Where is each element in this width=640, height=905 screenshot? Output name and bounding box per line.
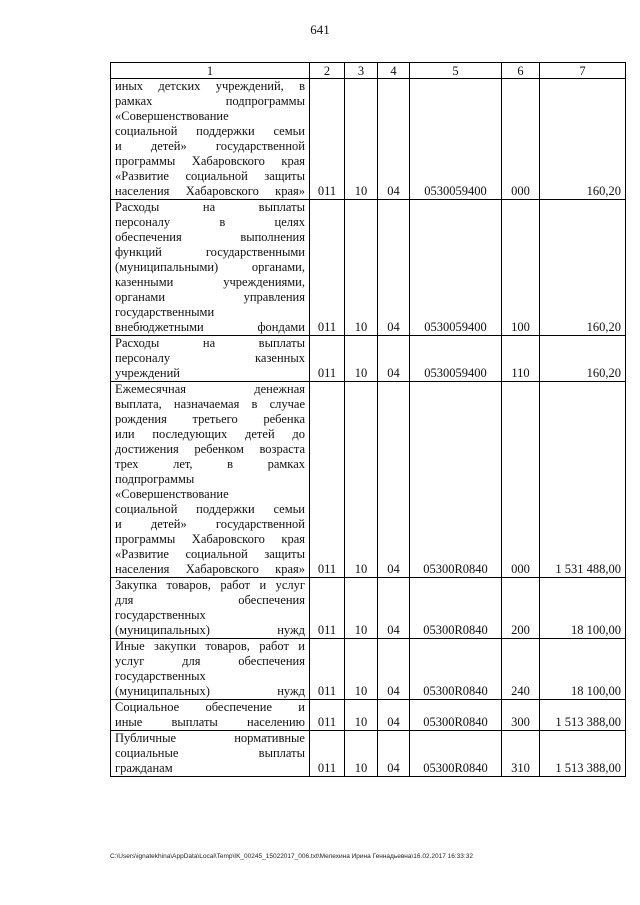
- page-number: 641: [310, 22, 330, 37]
- description-line: (муниципальных) нужд: [115, 684, 305, 698]
- description-line: услуг для обеспечения: [115, 654, 305, 668]
- amount-cell: 160,20: [540, 336, 626, 382]
- description-line: Расходы на выплаты: [115, 336, 305, 350]
- section-cell: 10: [345, 336, 378, 382]
- row-description: [111, 731, 310, 777]
- expense-type-cell: 300: [502, 700, 540, 731]
- description-line: персоналу казенных: [115, 351, 305, 365]
- footer-file-path: C:\Users\ignatekhina\AppData\Local\Temp\IK_00245_15022017_006.txt\Мелехина Ирина Геннадьевна\16.02.2017 16:33:32: [110, 853, 473, 860]
- amount-cell: 1 531 488,00: [540, 382, 626, 578]
- header-cell: 6: [502, 63, 540, 79]
- expense-type-cell: 310: [502, 731, 540, 777]
- code-cell: 011: [310, 639, 345, 700]
- section-cell: 10: [345, 200, 378, 336]
- table-row: [111, 639, 626, 700]
- code-cell: 011: [310, 382, 345, 578]
- row-description: [111, 382, 310, 578]
- code-cell: 011: [310, 336, 345, 382]
- section-cell: 10: [345, 79, 378, 200]
- section-cell: 10: [345, 731, 378, 777]
- budget-table-body: [111, 63, 626, 777]
- table-row: [111, 731, 626, 777]
- description-line: населения Хабаровского края»: [115, 562, 305, 576]
- description-line: Социальное обеспечение и: [115, 700, 305, 714]
- table-header-row: [111, 63, 626, 79]
- code-cell: 011: [310, 200, 345, 336]
- target-article-cell: 0530059400: [410, 200, 502, 336]
- description-line: «Развитие социальной защиты: [115, 169, 305, 183]
- description-line: Закупка товаров, работ и услуг: [115, 578, 305, 592]
- target-article-cell: 05300R0840: [410, 700, 502, 731]
- table-row: [111, 79, 626, 200]
- section-cell: 10: [345, 639, 378, 700]
- description-line: иные выплаты населению: [115, 715, 305, 729]
- code-cell: 011: [310, 731, 345, 777]
- code-cell: 011: [310, 79, 345, 200]
- subsection-cell: 04: [378, 336, 410, 382]
- description-line: казенными учреждениями,: [115, 275, 305, 289]
- subsection-cell: 04: [378, 731, 410, 777]
- header-cell: 4: [378, 63, 410, 79]
- target-article-cell: 0530059400: [410, 79, 502, 200]
- subsection-cell: 04: [378, 578, 410, 639]
- target-article-cell: 05300R0840: [410, 578, 502, 639]
- description-line: (муниципальных) нужд: [115, 623, 305, 637]
- description-line: гражданам: [115, 761, 173, 775]
- row-description: [111, 200, 310, 336]
- table-row: [111, 578, 626, 639]
- description-line: выплата, назначаемая в случае: [115, 397, 305, 411]
- target-article-cell: 05300R0840: [410, 731, 502, 777]
- description-line: программы Хабаровского края: [115, 154, 305, 168]
- target-article-cell: 05300R0840: [410, 639, 502, 700]
- amount-cell: 1 513 388,00: [540, 731, 626, 777]
- description-line: трех лет, в рамках: [115, 457, 305, 471]
- description-line: государственных: [115, 669, 206, 683]
- subsection-cell: 04: [378, 639, 410, 700]
- description-line: рождения третьего ребенка: [115, 412, 305, 426]
- description-line: «Совершенствование: [115, 109, 229, 123]
- description-line: или последующих детей до: [115, 427, 305, 441]
- description-line: и детей» государственной: [115, 517, 305, 531]
- description-line: органами управления: [115, 290, 305, 304]
- row-description: [111, 700, 310, 731]
- description-line: программы Хабаровского края: [115, 532, 305, 546]
- description-line: подпрограммы: [115, 472, 195, 486]
- header-cell: 3: [345, 63, 378, 79]
- table-row: [111, 700, 626, 731]
- amount-cell: 160,20: [540, 79, 626, 200]
- amount-cell: 18 100,00: [540, 639, 626, 700]
- description-line: государственных: [115, 608, 206, 622]
- table-row: [111, 382, 626, 578]
- section-cell: 10: [345, 578, 378, 639]
- section-cell: 10: [345, 382, 378, 578]
- description-line: Публичные нормативные: [115, 731, 305, 745]
- table-row: [111, 336, 626, 382]
- code-cell: 011: [310, 700, 345, 731]
- description-line: Иные закупки товаров, работ и: [115, 639, 305, 653]
- expense-type-cell: 240: [502, 639, 540, 700]
- row-description: [111, 639, 310, 700]
- description-line: достижения ребенком возраста: [115, 442, 305, 456]
- description-line: обеспечения выполнения: [115, 230, 305, 244]
- budget-table: [110, 62, 626, 777]
- amount-cell: 160,20: [540, 200, 626, 336]
- section-cell: 10: [345, 700, 378, 731]
- expense-type-cell: 000: [502, 382, 540, 578]
- description-line: функций государственными: [115, 245, 305, 259]
- description-line: «Совершенствование: [115, 487, 229, 501]
- description-line: иных детских учреждений, в: [115, 79, 305, 93]
- description-line: Расходы на выплаты: [115, 200, 305, 214]
- description-line: государственными: [115, 305, 215, 319]
- subsection-cell: 04: [378, 200, 410, 336]
- description-line: и детей» государственной: [115, 139, 305, 153]
- header-cell: 7: [540, 63, 626, 79]
- description-line: для обеспечения: [115, 593, 305, 607]
- amount-cell: 1 513 388,00: [540, 700, 626, 731]
- expense-type-cell: 200: [502, 578, 540, 639]
- subsection-cell: 04: [378, 700, 410, 731]
- expense-type-cell: 000: [502, 79, 540, 200]
- description-line: населения Хабаровского края»: [115, 184, 305, 198]
- description-line: (муниципальными) органами,: [115, 260, 305, 274]
- header-cell: 1: [111, 63, 310, 79]
- subsection-cell: 04: [378, 382, 410, 578]
- row-description: [111, 336, 310, 382]
- row-description: [111, 578, 310, 639]
- expense-type-cell: 110: [502, 336, 540, 382]
- description-line: персоналу в целях: [115, 215, 305, 229]
- amount-cell: 18 100,00: [540, 578, 626, 639]
- description-line: учреждений: [115, 366, 180, 380]
- subsection-cell: 04: [378, 79, 410, 200]
- target-article-cell: 0530059400: [410, 336, 502, 382]
- description-line: внебюджетными фондами: [115, 320, 305, 334]
- target-article-cell: 05300R0840: [410, 382, 502, 578]
- description-line: «Развитие социальной защиты: [115, 547, 305, 561]
- description-line: социальные выплаты: [115, 746, 305, 760]
- row-description: [111, 79, 310, 200]
- header-cell: 5: [410, 63, 502, 79]
- expense-type-cell: 100: [502, 200, 540, 336]
- table-row: [111, 200, 626, 336]
- description-line: социальной поддержки семьи: [115, 502, 305, 516]
- header-cell: 2: [310, 63, 345, 79]
- description-line: Ежемесячная денежная: [115, 382, 305, 396]
- code-cell: 011: [310, 578, 345, 639]
- description-line: социальной поддержки семьи: [115, 124, 305, 138]
- description-line: рамках подпрограммы: [115, 94, 305, 108]
